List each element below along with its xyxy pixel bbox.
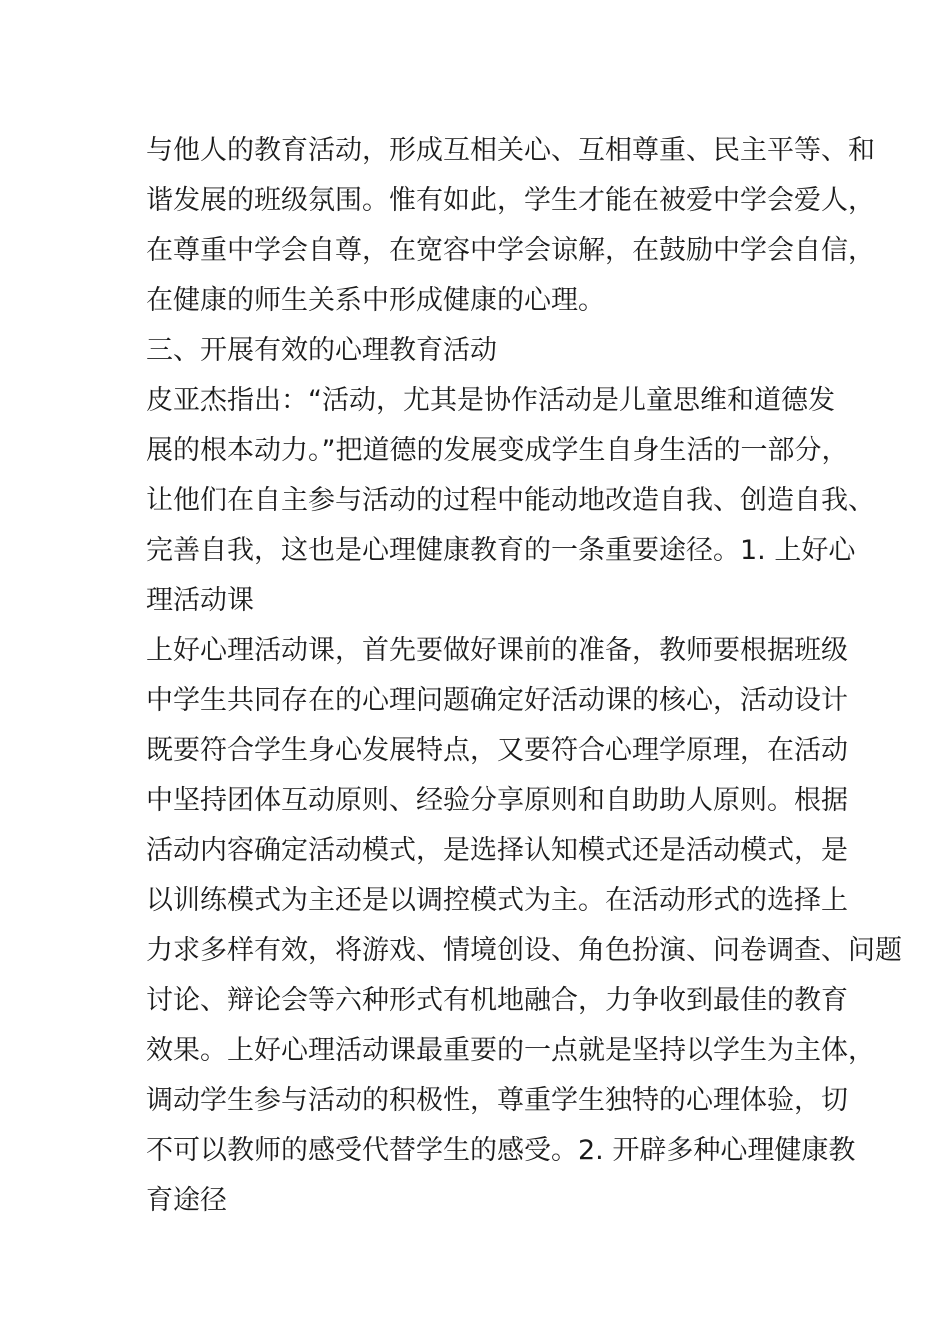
text-line: 不可以教师的感受代替学生的感受。2. 开辟多种心理健康教 (146, 1135, 856, 1166)
text-line: 中学生共同存在的心理问题确定好活动课的核心，活动设计 (146, 685, 848, 716)
text-line: 既要符合学生身心发展特点，又要符合心理学原理，在活动 (146, 735, 848, 766)
text-line: 展的根本动力。”把道德的发展变成学生自身生活的一部分， (146, 435, 849, 466)
text-line: 让他们在自主参与活动的过程中能动地改造自我、创造自我、 (146, 485, 875, 516)
text-line: 完善自我，这也是心理健康教育的一条重要途径。1. 上好心 (146, 535, 856, 566)
text-line: 谐发展的班级氛围。惟有如此，学生才能在被爱中学会爱人， (146, 185, 875, 216)
text-line: 在尊重中学会自尊，在宽容中学会谅解，在鼓励中学会自信， (146, 235, 875, 266)
text-line: 效果。上好心理活动课最重要的一点就是坚持以学生为主体， (146, 1035, 875, 1066)
section-heading: 三、开展有效的心理教育活动 (146, 335, 497, 366)
text-line: 活动内容确定活动模式，是选择认知模式还是活动模式，是 (146, 835, 848, 866)
text-line: 力求多样有效，将游戏、情境创设、角色扮演、问卷调查、问题 (146, 935, 902, 966)
text-line: 调动学生参与活动的积极性，尊重学生独特的心理体验，切 (146, 1085, 848, 1116)
text-line: 与他人的教育活动，形成互相关心、互相尊重、民主平等、和 (146, 135, 875, 166)
text-line: 皮亚杰指出：“活动，尤其是协作活动是儿童思维和道德发 (146, 385, 835, 416)
text-line: 在健康的师生关系中形成健康的心理。 (146, 285, 605, 316)
text-line: 理活动课 (146, 585, 254, 616)
text-line: 以训练模式为主还是以调控模式为主。在活动形式的选择上 (146, 885, 848, 916)
document-body (146, 126, 902, 1226)
text-line: 中坚持团体互动原则、经验分享原则和自助助人原则。根据 (146, 785, 848, 816)
text-line: 讨论、辩论会等六种形式有机地融合，力争收到最佳的教育 (146, 985, 848, 1016)
text-line: 上好心理活动课，首先要做好课前的准备，教师要根据班级 (146, 635, 848, 666)
text-line: 育途径 (146, 1185, 227, 1216)
